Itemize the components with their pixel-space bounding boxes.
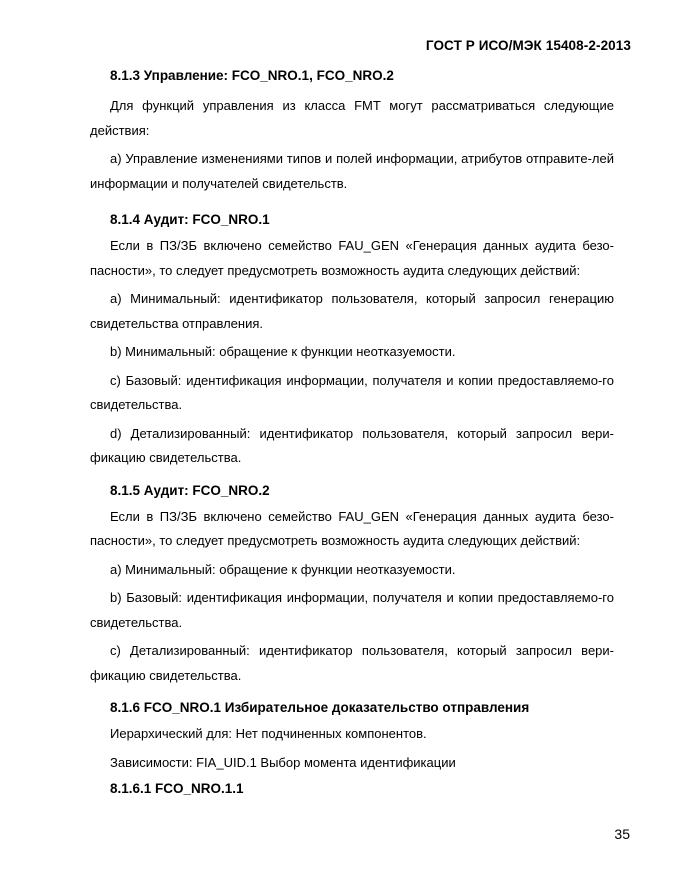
list-item-b: b) Базовый: идентификация информации, получателя и копии предоставляемо-го свидетельства. [90,590,614,630]
paragraph: Для функций управления из класса FMT могут рассматриваться следующие действия: [90,98,614,138]
dependencies-statement: Зависимости: FIA_UID.1 Выбор момента идентификации [110,754,456,770]
list-item-c: c) Базовый: идентификация информации, получателя и копии предоставляемо-го свидетельства. [90,372,614,412]
document-header: ГОСТ Р ИСО/МЭК 15408-2-2013 [425,38,631,53]
list-item-a: a) Минимальный: идентификатор пользователя, который запросил генерацию свидетельства отправления. [90,291,614,331]
hierarchy-statement: Иерархический для: Нет подчиненных компонентов. [110,726,427,741]
list-item-a: a) Минимальный: обращение к функции неотказуемости. [110,561,456,577]
section-heading-8-1-6: 8.1.6 FCO_NRO.1 Избирательное доказательство отправления [110,700,530,715]
list-item-d: d) Детализированный: идентификатор пользователя, который запросил вери-фикацию свидетельства. [90,425,614,465]
page-content [90,58,614,799]
section-heading-8-1-4: 8.1.4 Аудит: FCO_NRO.1 [110,212,270,227]
section-heading-8-1-5: 8.1.5 Аудит: FCO_NRO.2 [110,482,270,498]
paragraph: Если в ПЗ/ЗБ включено семейство FAU_GEN «Генерация данных аудита безо-пасности», то следует предусмотреть возможность аудита следующих действий: [90,238,614,278]
page-number: 35 [614,826,630,842]
list-item-b: b) Минимальный: обращение к функции неотказуемости. [110,344,456,359]
list-item-a: a) Управление изменениями типов и полей информации, атрибутов отправите-лей информации и получателей свидетельств. [90,151,614,191]
section-heading-8-1-6-1: 8.1.6.1 FCO_NRO.1.1 [110,781,244,796]
list-item-c: c) Детализированный: идентификатор пользователя, который запросил вери-фикацию свидетельства. [90,643,614,683]
paragraph: Если в ПЗ/ЗБ включено семейство FAU_GEN «Генерация данных аудита безо-пасности», то следует предусмотреть возможность аудита следующих действий: [90,508,614,548]
section-heading-8-1-3: 8.1.3 Управление: FCO_NRO.1, FCO_NRO.2 [110,68,394,83]
